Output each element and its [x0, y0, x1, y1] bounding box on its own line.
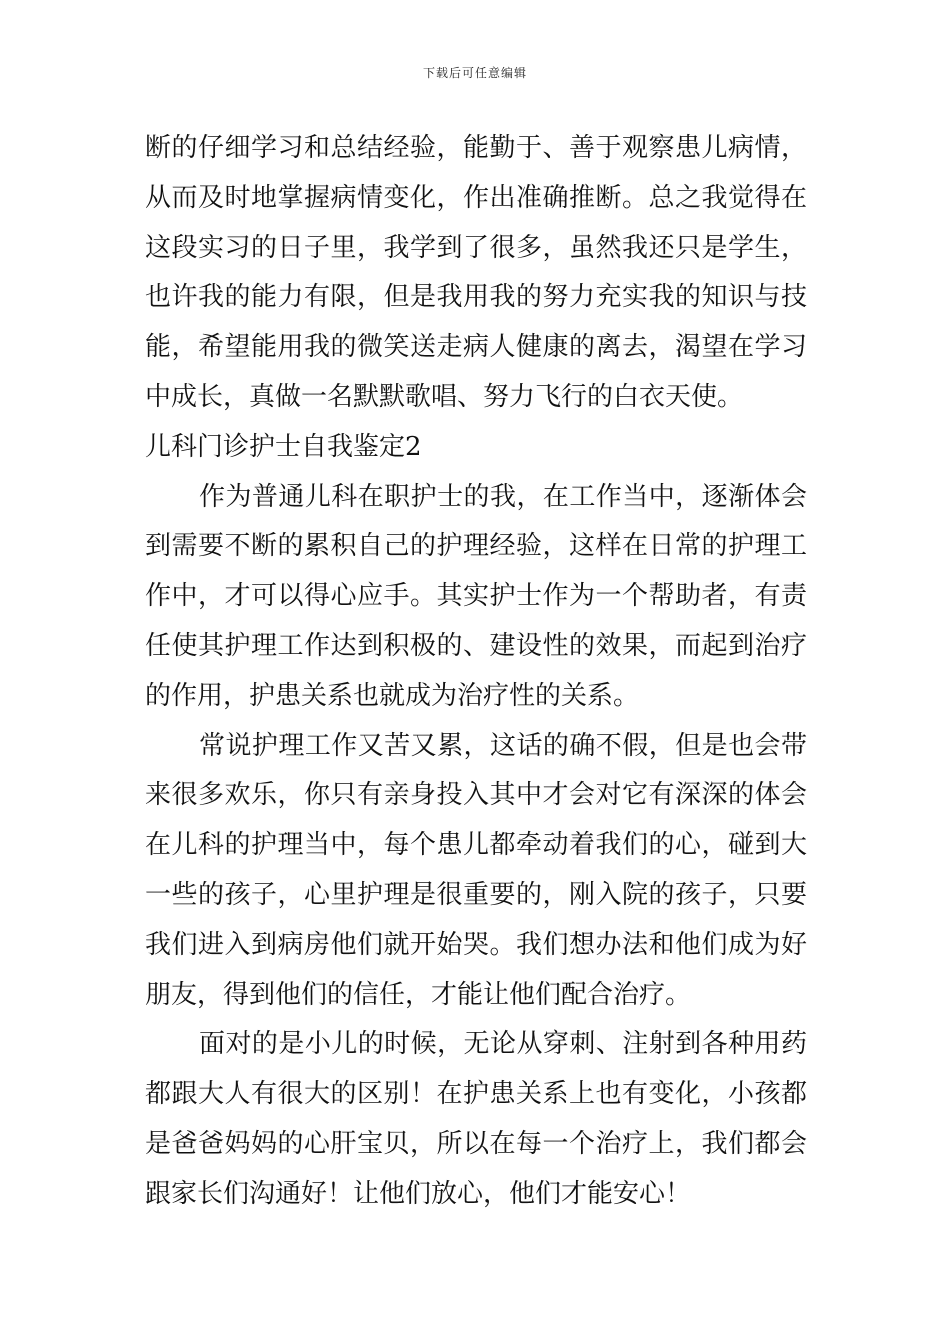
text-line: 面对的是小儿的时候，无论从穿刺、注射到各种用药	[199, 1029, 807, 1060]
text-line: 常说护理工作又苦又累，这话的确不假，但是也会带	[199, 730, 807, 761]
text-line: 到需要不断的累积自己的护理经验，这样在日常的护理工	[145, 531, 807, 562]
paragraph-3	[145, 1020, 807, 1219]
page-header: 下载后可任意编辑	[422, 66, 527, 80]
paragraph-continuation	[145, 124, 807, 423]
text-line: 我们进入到病房他们就开始哭。我们想办法和他们成为好	[145, 929, 807, 960]
text-line: 从而及时地掌握病情变化，作出准确推断。总之我觉得在	[145, 182, 807, 213]
paragraph-2	[145, 722, 807, 1021]
text-line: 都跟大人有很大的区别！在护患关系上也有变化，小孩都	[145, 1079, 807, 1110]
text-line: 也许我的能力有限，但是我用我的努力充实我的知识与技	[145, 282, 807, 313]
text-line: 作中，才可以得心应手。其实护士作为一个帮助者，有责	[145, 581, 807, 612]
section-title: 儿科门诊护士自我鉴定2	[145, 431, 422, 462]
text-line: 中成长，真做一名默默歌唱、努力飞行的白衣天使。	[145, 381, 744, 412]
text-line: 的作用，护患关系也就成为治疗性的关系。	[145, 680, 640, 711]
text-line: 能，希望能用我的微笑送走病人健康的离去，渴望在学习	[145, 332, 807, 363]
text-line: 朋友，得到他们的信任，才能让他们配合治疗。	[145, 979, 692, 1010]
paragraph-1	[145, 473, 807, 722]
text-line: 是爸爸妈妈的心肝宝贝，所以在每一个治疗上，我们都会	[145, 1128, 807, 1159]
text-line: 任使其护理工作达到积极的、建设性的效果，而起到治疗	[145, 630, 807, 661]
text-line: 在儿科的护理当中，每个患儿都牵动着我们的心，碰到大	[145, 830, 807, 861]
text-line: 一些的孩子，心里护理是很重要的，刚入院的孩子，只要	[145, 879, 807, 910]
text-line: 跟家长们沟通好！让他们放心，他们才能安心！	[145, 1178, 692, 1209]
text-line: 作为普通儿科在职护士的我，在工作当中，逐渐体会	[199, 481, 807, 512]
text-line: 断的仔细学习和总结经验，能勤于、善于观察患儿病情，	[145, 133, 807, 163]
text-line: 来很多欢乐，你只有亲身投入其中才会对它有深深的体会	[145, 780, 807, 811]
text-line: 这段实习的日子里，我学到了很多，虽然我还只是学生，	[145, 232, 807, 263]
document-body	[145, 124, 807, 1220]
